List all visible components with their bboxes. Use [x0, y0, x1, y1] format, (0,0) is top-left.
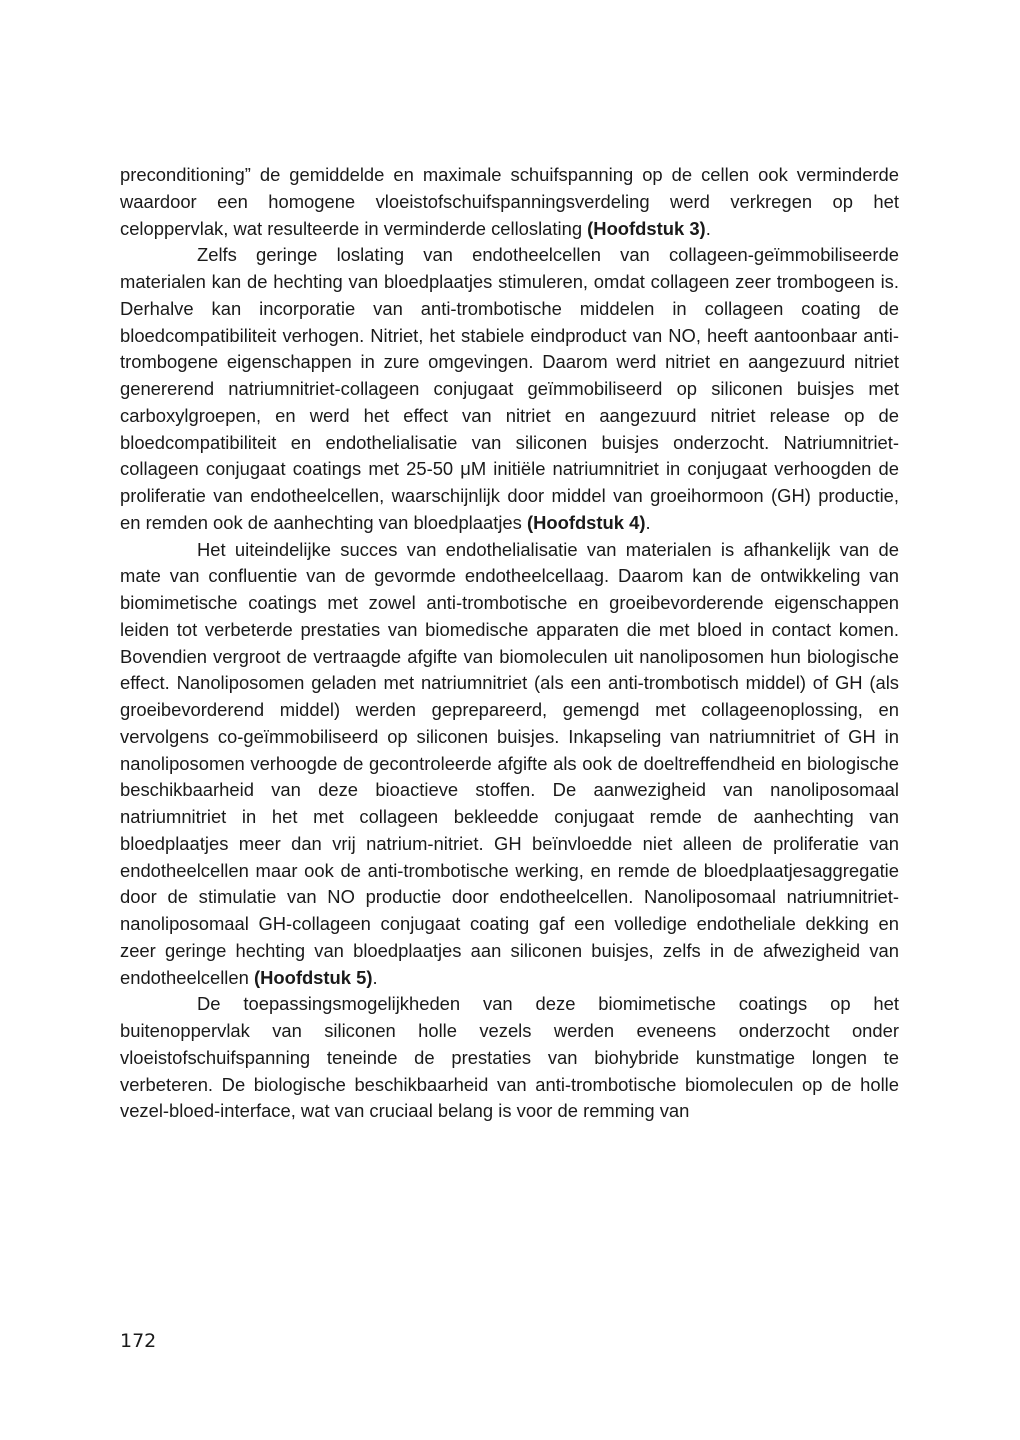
paragraph-2 — [120, 242, 899, 536]
chapter-reference: (Hoofdstuk 3) — [587, 217, 706, 239]
chapter-reference: (Hoofdstuk 4) — [526, 511, 646, 533]
paragraph-4 — [120, 991, 899, 1125]
paragraph-text: Zelfs geringe loslating van endotheelcellen van collageen-geïmmobiliseerde materialen kan de hechting van bloedplaatjes stimuleren, omdat collageen zeer trombogeen is. Derhalve kan incorporatie van anti-trombotische middelen in collageen coating de bloedcompatibiliteit verhogen. Nitriet, het stabiele eindproduct van NO, heeft aantoonbaar anti-trombogene eigenschappen in zure omgevingen. Daarom werd nitriet en aangezuurd nitriet genererend natriumnitriet-collageen conjugaat geïmmobiliseerd op siliconen buisjes met carboxylgroepen, en werd het effect van nitriet en aangezuurd nitriet release op de bloedcompatibiliteit en endothelialisatie van siliconen buisjes onderzocht. Natriumnitriet-collageen conjugaat coatings met 25-50 μM initiële natriumnitriet in conjugaat verhoogden de proliferatie van endotheelcellen, waarschijnlijk door middel van groeihormoon (GH) productie, en remden ook de aanhechting van bloedplaatjes — [120, 244, 899, 533]
paragraph-end: . — [705, 217, 711, 239]
page-number: 172 — [120, 1330, 157, 1352]
paragraph-3 — [120, 537, 899, 992]
paragraph-end: . — [645, 511, 651, 533]
page-body — [120, 162, 899, 1125]
chapter-reference: (Hoofdstuk 5) — [253, 966, 373, 988]
paragraph-text: De toepassingsmogelijkheden van deze biomimetische coatings op het buitenoppervlak van siliconen holle vezels werden eveneens onderzocht onder vloeistofschuifspanning teneinde de prestaties van biohybride kunstmatige longen te verbeteren. De biologische beschikbaarheid van anti-trombotische biomoleculen op de holle vezel-bloed-interface, wat van cruciaal belang is voor de remming van — [120, 993, 899, 1122]
paragraph-text: Het uiteindelijke succes van endothelialisatie van materialen is afhankelijk van de mate van confluentie van de gevormde endotheelcellaag. Daarom kan de ontwikkeling van biomimetische coatings met zowel anti-trombotische en groeibevorderende eigenschappen leiden tot verbeterde prestaties van biomedische apparaten die met bloed in contact komen. Bovendien vergroot de vertraagde afgifte van biomoleculen uit nanoliposomen hun biologische effect. Nanoliposomen geladen met natriumnitriet (als een anti-trombotisch middel) of GH (als groeibevorderend middel) werden geprepareerd, gemengd met collageenoplossing, en vervolgens co-geïmmobiliseerd op siliconen buisjes. Inkapseling van natriumnitriet of GH in nanoliposomen verhoogde de gecontroleerde afgifte als ook de doeltreffendheid en biologische beschikbaarheid van deze bioactieve stoffen. De aanwezigheid van nanoliposomaal natriumnitriet in het met collageen bekleedde conjugaat remde de aanhechting van bloedplaatjes meer dan vrij natrium-nitriet. GH beïnvloedde niet alleen de proliferatie van endotheelcellen maar ook de anti-trombotische werking, en remde de bloedplaatjesaggregatie door de stimulatie van NO productie door endotheelcellen. Nanoliposomaal natriumnitriet-nanoliposomaal GH-collageen conjugaat coating gaf een volledige endotheliale dekking en zeer geringe hechting van bloedplaatjes aan siliconen buisjes, zelfs in de afwezigheid van endotheelcellen — [120, 538, 899, 988]
paragraph-end: . — [372, 966, 378, 988]
paragraph-1 — [120, 162, 899, 242]
paragraph-text: preconditioning” de gemiddelde en maximale schuifspanning op de cellen ook verminderde waardoor een homogene vloeistofschuifspanningsverdeling werd verkregen op het celoppervlak, wat resulteerde in verminderde celloslating — [120, 164, 899, 239]
